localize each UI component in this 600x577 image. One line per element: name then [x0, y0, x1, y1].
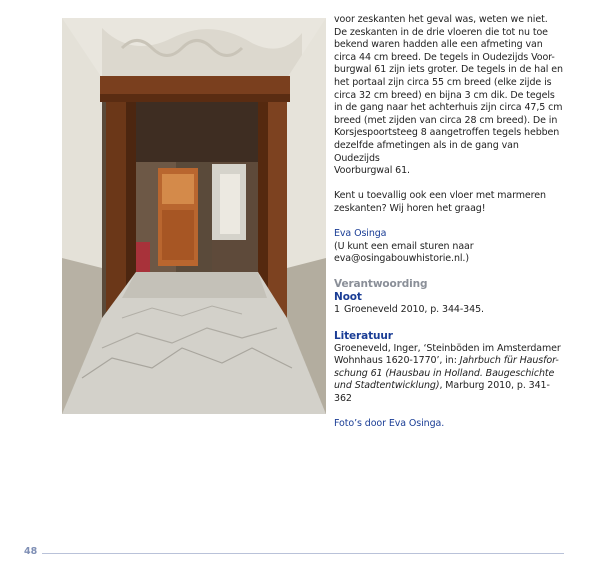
noot-heading: Noot	[334, 291, 362, 304]
text-line: circa 32 cm breed) en bijna 3 cm dik. De tegels	[334, 89, 555, 101]
text-line: Kent u toevallig ook een vloer met marmeren	[334, 190, 546, 202]
text-line: breed (met zijden van circa 28 cm breed). De in	[334, 114, 558, 126]
body-paragraph-2	[334, 190, 566, 215]
footer-divider	[42, 553, 564, 554]
page-number: 48	[24, 546, 38, 557]
footnote-number: 1	[334, 304, 340, 316]
text-line: dezelfde afmetingen als in de gang van Oudezijds	[334, 139, 519, 164]
text-line: De zeskanten in de drie vloeren die tot nu toe	[334, 26, 548, 38]
text-line: circa 44 cm breed. De tegels in Oudezijds Voor-	[334, 51, 555, 63]
literatuur-heading: Literatuur	[334, 329, 393, 342]
literature-line	[334, 355, 566, 368]
footnote-text: Groeneveld 2010, p. 344-345.	[344, 304, 484, 316]
article-text-column	[334, 14, 566, 431]
text-line: burgwal 61 zijn iets groter. De tegels in de hal en	[334, 64, 563, 76]
verantwoording-heading: Verantwoording	[334, 278, 428, 291]
text-line: voor zeskanten het geval was, weten we niet.	[334, 14, 548, 25]
contact-email[interactable]: eva@osingabouwhistorie.nl.)	[334, 253, 469, 265]
literature-italic: und Stadtentwicklung)	[334, 380, 440, 392]
text-line: in de gang naar het achterhuis zijn circa 47,5 cm	[334, 102, 563, 114]
literature-line: Groeneveld, Inger, ‘Steinböden im Amsterdamer	[334, 342, 561, 354]
literature-line	[334, 368, 566, 381]
hallway-photo-drawing	[62, 18, 326, 414]
photo-credit: Foto’s door Eva Osinga.	[334, 418, 445, 430]
text-line: Korsjespoortsteeg 8 aangetroffen tegels hebben	[334, 127, 560, 139]
text-line: bekend waren hadden alle een afmeting van	[334, 39, 543, 51]
author-name: Eva Osinga	[334, 228, 387, 240]
text-line: zeskanten? Wij horen het graag!	[334, 202, 486, 214]
literature-line	[334, 380, 566, 405]
hallway-photo	[62, 18, 326, 414]
literature-italic: schung 61 (Hausbau in Holland. Baugeschichte	[334, 367, 555, 379]
literature-italic: Jahrbuch für Hausfor-	[459, 355, 559, 367]
literature-text: Wohnhaus 1620-1770’, in:	[334, 355, 460, 367]
body-paragraph-1	[334, 14, 566, 178]
footnote	[334, 304, 566, 317]
text-line: het portaal zijn circa 55 cm breed (elke zijde is	[334, 76, 552, 88]
literature-text: , Marburg 2010, p. 341-362	[334, 380, 550, 405]
contact-line: (U kunt een email sturen naar	[334, 240, 474, 252]
text-line: Voorburgwal 61.	[334, 165, 410, 177]
